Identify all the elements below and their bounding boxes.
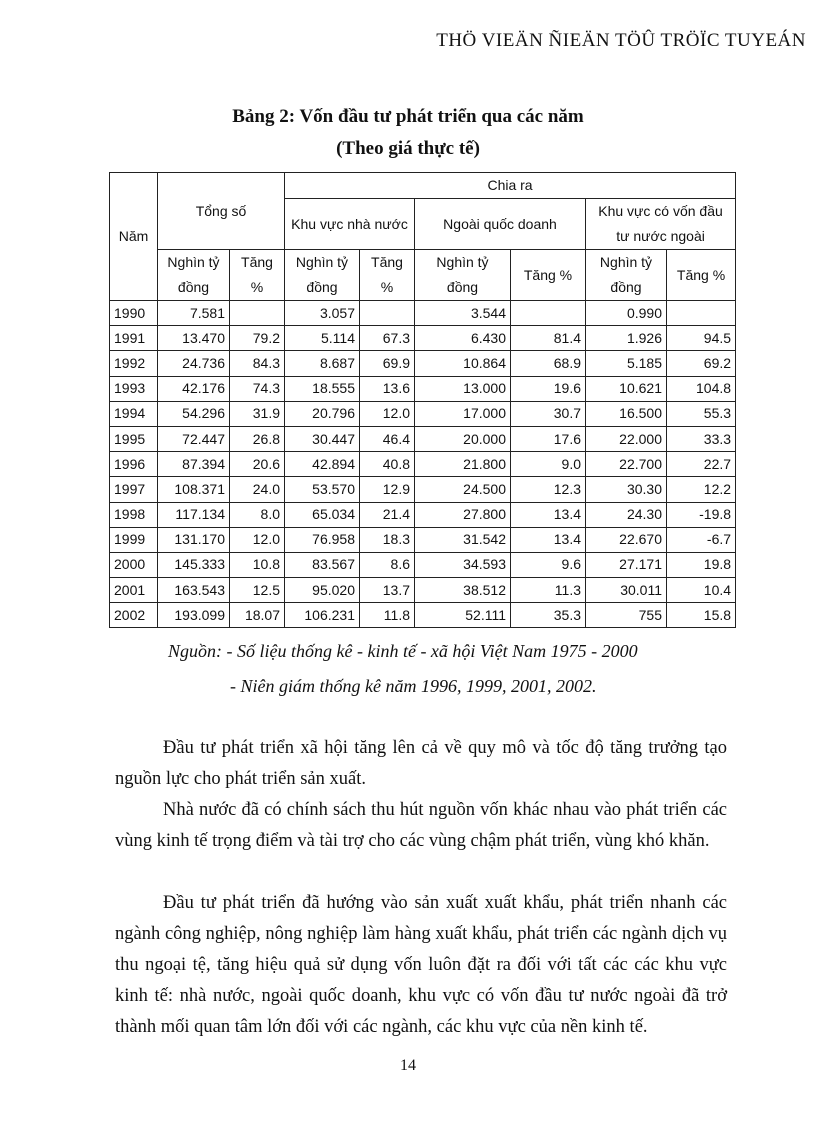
- row-year-cell: 1997: [110, 477, 158, 502]
- table-cell: 55.3: [667, 401, 736, 426]
- table-cell: 16.500: [586, 401, 667, 426]
- table-cell: 9.6: [511, 552, 586, 577]
- table-cell: 106.231: [285, 603, 360, 628]
- table-cell: 22.000: [586, 426, 667, 451]
- table-cell: 53.570: [285, 477, 360, 502]
- table-cell: 95.020: [285, 578, 360, 603]
- table-cell: 68.9: [511, 351, 586, 376]
- table-cell: 42.176: [158, 376, 230, 401]
- table-cell: 8.0: [230, 502, 285, 527]
- table-cell: 83.567: [285, 552, 360, 577]
- table-cell: 19.6: [511, 376, 586, 401]
- source-line-2: - Niên giám thống kê năm 1996, 1999, 2001, 2002.: [230, 676, 597, 696]
- table-cell: 20.000: [415, 426, 511, 451]
- table-cell: [360, 301, 415, 326]
- table-subtitle: (Theo giá thực tế): [336, 138, 480, 159]
- table-cell: 8.6: [360, 552, 415, 577]
- table-cell: 13.7: [360, 578, 415, 603]
- table-cell: 30.447: [285, 426, 360, 451]
- table-cell: 108.371: [158, 477, 230, 502]
- table-cell: 3.057: [285, 301, 360, 326]
- table-cell: 38.512: [415, 578, 511, 603]
- table-cell: 17.6: [511, 426, 586, 451]
- table-cell: 1.926: [586, 326, 667, 351]
- table-cell: 13.000: [415, 376, 511, 401]
- table-cell: 104.8: [667, 376, 736, 401]
- table-cell: 3.544: [415, 301, 511, 326]
- page-header: THÖ VIEÄN ÑIEÄN TÖÛ TRÖÏC TUYEÁN: [436, 30, 806, 51]
- header-non-state: Ngoài quốc doanh: [415, 199, 586, 250]
- row-year-cell: 1990: [110, 301, 158, 326]
- table-cell: 40.8: [360, 452, 415, 477]
- table-cell: 5.114: [285, 326, 360, 351]
- table-row: [110, 301, 736, 326]
- table-cell: 30.30: [586, 477, 667, 502]
- table-cell: 13.6: [360, 376, 415, 401]
- table-cell: 20.796: [285, 401, 360, 426]
- table-cell: 31.542: [415, 527, 511, 552]
- table-cell: 13.470: [158, 326, 230, 351]
- header-year: Năm: [110, 173, 158, 301]
- row-year-cell: 1996: [110, 452, 158, 477]
- table-cell: 117.134: [158, 502, 230, 527]
- table-cell: 30.7: [511, 401, 586, 426]
- table-row: [110, 351, 736, 376]
- header-split: Chia ra: [285, 173, 736, 199]
- table-cell: 15.8: [667, 603, 736, 628]
- paragraph-3: Đầu tư phát triển đã hướng vào sản xuất xuất khẩu, phát triển nhanh các ngành công nghiệp, nông nghiệp làm hàng xuất khẩu, phát triển các ngành dịch vụ thu ngoại tệ, tăng hiệu quả sử dụng vốn luôn đặt ra đối với tất các các khu vực kinh tế: nhà nước, ngoài quốc doanh, khu vực có vốn đầu tư nước ngoài đã trở thành mối quan tâm lớn đối với các ngành, các khu vực của nền kinh tế.: [115, 893, 727, 1037]
- table-cell: 11.8: [360, 603, 415, 628]
- row-year-cell: 2002: [110, 603, 158, 628]
- table-row: [110, 376, 736, 401]
- header-non-state-value: Nghìn tỷ đồng: [415, 250, 511, 301]
- table-cell: 13.4: [511, 502, 586, 527]
- table-cell: 12.2: [667, 477, 736, 502]
- header-fdi: Khu vực có vốn đầu tư nước ngoài: [586, 199, 736, 250]
- table-title: Bảng 2: Vốn đầu tư phát triển qua các năm: [232, 106, 584, 127]
- table-cell: 10.864: [415, 351, 511, 376]
- page-number: 14: [400, 1057, 416, 1074]
- table-cell: -19.8: [667, 502, 736, 527]
- table-cell: 18.3: [360, 527, 415, 552]
- table-cell: 12.0: [360, 401, 415, 426]
- header-state-value: Nghìn tỷ đồng: [285, 250, 360, 301]
- table-cell: 81.4: [511, 326, 586, 351]
- table-cell: 94.5: [667, 326, 736, 351]
- table-cell: 7.581: [158, 301, 230, 326]
- table-cell: 18.555: [285, 376, 360, 401]
- table-row: [110, 603, 736, 628]
- table-body: [110, 301, 736, 628]
- table-cell: 12.9: [360, 477, 415, 502]
- table-row: [110, 452, 736, 477]
- table-row: [110, 578, 736, 603]
- table-cell: 52.111: [415, 603, 511, 628]
- table-cell: 18.07: [230, 603, 285, 628]
- paragraph-1: Đầu tư phát triển xã hội tăng lên cả về quy mô và tốc độ tăng trưởng tạo nguồn lực cho phát triển sản xuất.: [115, 738, 727, 789]
- table-cell: 31.9: [230, 401, 285, 426]
- paragraph-2: Nhà nước đã có chính sách thu hút nguồn vốn khác nhau vào phát triển các vùng kinh tế trọng điểm và tài trợ cho các vùng chậm phát triển, vùng khó khăn.: [115, 800, 727, 851]
- table-cell: 5.185: [586, 351, 667, 376]
- table-cell: 193.099: [158, 603, 230, 628]
- table-cell: 11.3: [511, 578, 586, 603]
- table-cell: 22.700: [586, 452, 667, 477]
- table-cell: 19.8: [667, 552, 736, 577]
- table-cell: 10.8: [230, 552, 285, 577]
- table-cell: 54.296: [158, 401, 230, 426]
- row-year-cell: 1994: [110, 401, 158, 426]
- table-cell: 42.894: [285, 452, 360, 477]
- table-cell: 24.30: [586, 502, 667, 527]
- table-cell: 131.170: [158, 527, 230, 552]
- table-cell: 79.2: [230, 326, 285, 351]
- table-cell: 84.3: [230, 351, 285, 376]
- table-cell: 12.0: [230, 527, 285, 552]
- table-cell: [511, 301, 586, 326]
- table-cell: [667, 301, 736, 326]
- investment-table: [109, 172, 736, 628]
- table-cell: 21.800: [415, 452, 511, 477]
- table-row: [110, 552, 736, 577]
- header-state: Khu vực nhà nước: [285, 199, 415, 250]
- row-year-cell: 2000: [110, 552, 158, 577]
- row-year-cell: 2001: [110, 578, 158, 603]
- table-cell: 26.8: [230, 426, 285, 451]
- table-cell: 10.4: [667, 578, 736, 603]
- table-row: [110, 326, 736, 351]
- table-row: [110, 401, 736, 426]
- table-cell: 163.543: [158, 578, 230, 603]
- header-fdi-value: Nghìn tỷ đồng: [586, 250, 667, 301]
- table-cell: 22.7: [667, 452, 736, 477]
- row-year-cell: 1993: [110, 376, 158, 401]
- source-line-1: Nguồn: - Số liệu thống kê - kinh tế - xã hội Việt Nam 1975 - 2000: [168, 641, 638, 661]
- table-cell: 12.5: [230, 578, 285, 603]
- header-state-growth: Tăng %: [360, 250, 415, 301]
- table-cell: 27.800: [415, 502, 511, 527]
- table-cell: 87.394: [158, 452, 230, 477]
- table-cell: 74.3: [230, 376, 285, 401]
- table-cell: 35.3: [511, 603, 586, 628]
- table-cell: 69.2: [667, 351, 736, 376]
- table-cell: 72.447: [158, 426, 230, 451]
- header-fdi-growth: Tăng %: [667, 250, 736, 301]
- header-total-value: Nghìn tỷ đồng: [158, 250, 230, 301]
- header-total: Tổng số: [158, 173, 285, 250]
- table-cell: 24.736: [158, 351, 230, 376]
- table-cell: 27.171: [586, 552, 667, 577]
- table-cell: 24.0: [230, 477, 285, 502]
- table-cell: 145.333: [158, 552, 230, 577]
- table-cell: 33.3: [667, 426, 736, 451]
- table-cell: 67.3: [360, 326, 415, 351]
- table-row: [110, 426, 736, 451]
- table-cell: 755: [586, 603, 667, 628]
- table-cell: -6.7: [667, 527, 736, 552]
- row-year-cell: 1995: [110, 426, 158, 451]
- table-cell: 9.0: [511, 452, 586, 477]
- table-cell: 34.593: [415, 552, 511, 577]
- row-year-cell: 1992: [110, 351, 158, 376]
- table-cell: 24.500: [415, 477, 511, 502]
- table-cell: 20.6: [230, 452, 285, 477]
- header-total-growth: Tăng %: [230, 250, 285, 301]
- table-cell: 65.034: [285, 502, 360, 527]
- table-cell: [230, 301, 285, 326]
- row-year-cell: 1991: [110, 326, 158, 351]
- table-row: [110, 527, 736, 552]
- table-cell: 22.670: [586, 527, 667, 552]
- table-cell: 10.621: [586, 376, 667, 401]
- table-cell: 17.000: [415, 401, 511, 426]
- table-row: [110, 477, 736, 502]
- table-cell: 46.4: [360, 426, 415, 451]
- table-cell: 0.990: [586, 301, 667, 326]
- row-year-cell: 1999: [110, 527, 158, 552]
- table-cell: 13.4: [511, 527, 586, 552]
- header-non-state-growth: Tăng %: [511, 250, 586, 301]
- table-cell: 76.958: [285, 527, 360, 552]
- table-cell: 8.687: [285, 351, 360, 376]
- table-cell: 6.430: [415, 326, 511, 351]
- row-year-cell: 1998: [110, 502, 158, 527]
- table-cell: 30.011: [586, 578, 667, 603]
- table-cell: 69.9: [360, 351, 415, 376]
- table-cell: 12.3: [511, 477, 586, 502]
- table-cell: 21.4: [360, 502, 415, 527]
- table-row: [110, 502, 736, 527]
